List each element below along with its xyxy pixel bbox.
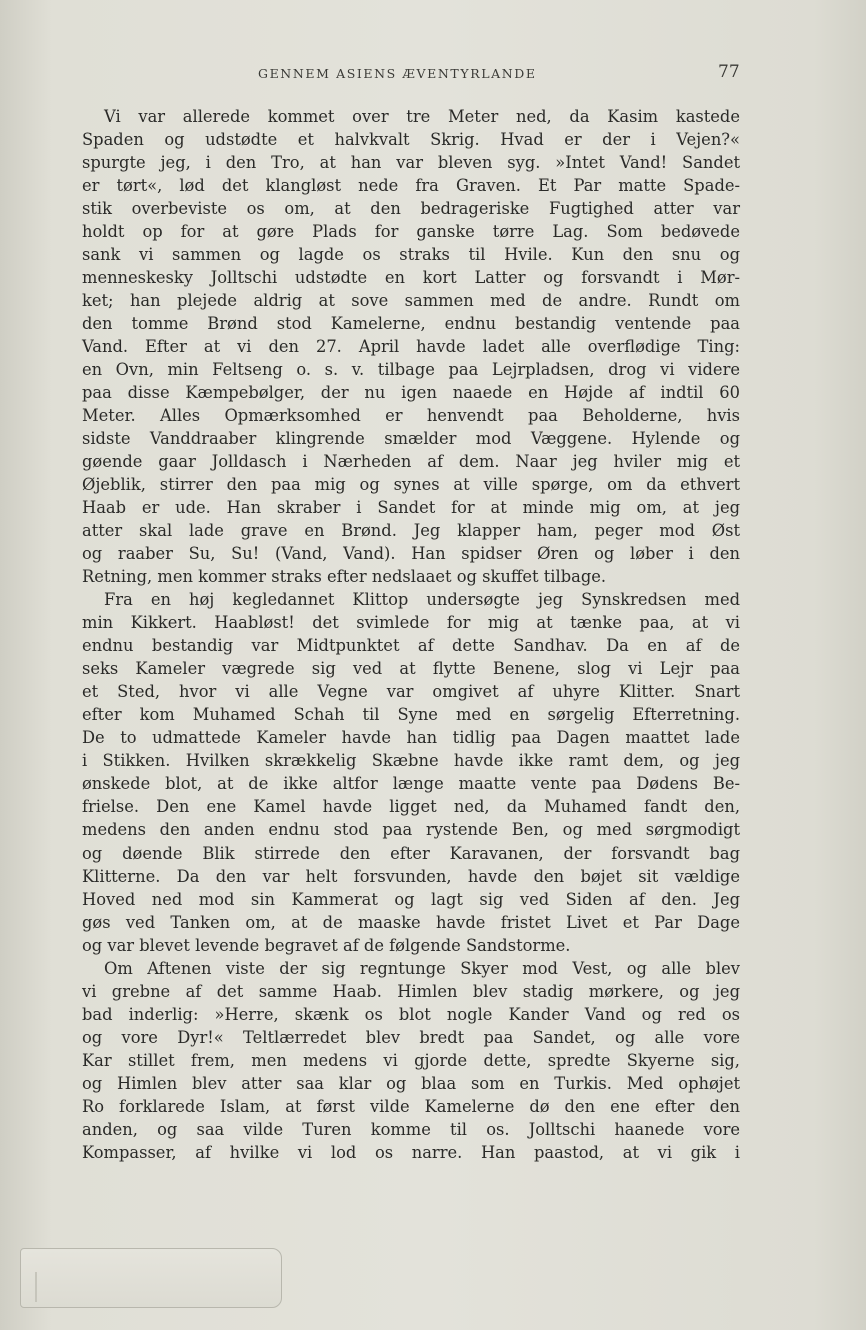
text-line: Kompasser, af hvilke vi lod os narre. Han paastod, at vi gik i — [82, 1142, 740, 1162]
text-line: seks Kameler vægrede sig ved at flytte Benene, slog vi Lejr paa — [82, 659, 740, 679]
text-line: et Sted, hvor vi alle Vegne var omgivet af uhyre Klitter. Snart — [82, 682, 740, 702]
text-line: De to udmattede Kameler havde han tidlig paa Dagen maattet lade — [82, 728, 740, 748]
text-line: Ro forklarede Islam, at først vilde Kamelerne dø den ene efter den — [82, 1096, 740, 1116]
running-header-title: GENNEM ASIENS ÆVENTYRLANDE — [258, 66, 537, 81]
text-line: Klitterne. Da den var helt forsvunden, havde den bøjet sit vældige — [82, 866, 740, 886]
text-line: i Stikken. Hvilken skrækkelig Skæbne havde ikke ramt dem, og jeg — [82, 751, 740, 771]
text-line: Vi var allerede kommet over tre Meter ned, da Kasim kastede — [104, 107, 740, 126]
text-line: ket; han plejede aldrig at sove sammen med de andre. Rundt om — [82, 291, 740, 311]
text-line: Kar stillet frem, men medens vi gjorde dette, spredte Skyerne sig, — [82, 1050, 740, 1070]
text-line: Vand. Efter at vi den 27. April havde ladet alle overflødige Ting: — [82, 337, 740, 357]
text-line: og vore Dyr!« Teltlærredet blev bredt paa Sandet, og alle vore — [82, 1027, 740, 1047]
text-line: og døende Blik stirrede den efter Karavanen, der forsvandt bag — [82, 843, 740, 863]
text-line: Spaden og udstødte et halvkvalt Skrig. Hvad er der i Vejen?« — [82, 130, 740, 150]
text-line: Meter. Alles Opmærksomhed er henvendt paa Beholderne, hvis — [82, 406, 740, 426]
text-line: og raaber Su, Su! (Vand, Vand). Han spidser Øren og løber i den — [82, 544, 740, 564]
text-line: spurgte jeg, i den Tro, at han var bleven syg. »Intet Vand! Sandet — [82, 153, 740, 173]
body-text — [82, 105, 740, 1164]
text-line: Om Aftenen viste der sig regntunge Skyer mod Vest, og alle blev — [104, 958, 740, 978]
text-line: vi grebne af det samme Haab. Himlen blev stadig mørkere, og jeg — [82, 981, 740, 1001]
text-line: den tomme Brønd stod Kamelerne, endnu bestandig ventende paa — [82, 314, 740, 334]
text-line: gøs ved Tanken om, at de maaske havde fristet Livet et Par Dage — [82, 912, 740, 932]
text-line: Retning, men kommer straks efter nedslaaet og skuffet tilbage. — [82, 567, 607, 587]
text-line: Haab er ude. Han skraber i Sandet for at minde mig om, at jeg — [82, 498, 740, 518]
text-line: Fra en høj kegledannet Klittop undersøgte jeg Synskredsen med — [104, 590, 740, 610]
text-line: bad inderlig: »Herre, skænk os blot nogle Kander Vand og red os — [82, 1004, 740, 1024]
text-line: efter kom Muhamed Schah til Syne med en sørgelig Efterretning. — [82, 705, 740, 725]
text-line: holdt op for at gøre Plads for ganske tørre Lag. Som bedøvede — [82, 222, 740, 242]
text-line: menneskesky Jolltschi udstødte en kort Latter og forsvandt i Mør- — [82, 268, 740, 288]
text-line: frielse. Den ene Kamel havde ligget ned, da Muhamed fandt den, — [82, 797, 740, 817]
text-line: gøende gaar Jolldasch i Nærheden af dem. Naar jeg hviler mig et — [82, 452, 740, 472]
text-line: en Ovn, min Feltseng o. s. v. tilbage paa Lejrpladsen, drog vi videre — [82, 360, 740, 380]
stamp-divider — [35, 1272, 37, 1302]
text-line: min Kikkert. Haabløst! det svimlede for mig at tænke paa, at vi — [82, 613, 740, 633]
text-line: ønskede blot, at de ikke altfor længe maatte vente paa Dødens Be- — [82, 774, 740, 794]
text-line: er tørt«, lød det klangløst nede fra Graven. Et Par matte Spade- — [82, 176, 740, 196]
library-stamp-mark — [20, 1248, 282, 1308]
text-line: endnu bestandig var Midtpunktet af dette Sandhav. Da en af de — [82, 636, 740, 656]
text-line: Hoved ned mod sin Kammerat og lagt sig ved Siden af den. Jeg — [82, 889, 740, 909]
page-number: 77 — [718, 62, 740, 82]
text-line: Øjeblik, stirrer den paa mig og synes at ville spørge, om da ethvert — [82, 475, 740, 495]
text-line: stik overbeviste os om, at den bedrageriske Fugtighed atter var — [82, 199, 740, 219]
text-line: atter skal lade grave en Brønd. Jeg klapper ham, peger mod Øst — [82, 521, 740, 541]
text-line: anden, og saa vilde Turen komme til os. Jolltschi haanede vore — [82, 1119, 740, 1139]
text-line: paa disse Kæmpebølger, der nu igen naaede en Højde af indtil 60 — [82, 383, 740, 403]
text-line: og var blevet levende begravet af de følgende Sandstorme. — [82, 935, 571, 955]
text-line: sidste Vanddraaber klingrende smælder mod Væggene. Hylende og — [82, 429, 740, 449]
text-line: sank vi sammen og lagde os straks til Hvile. Kun den snu og — [82, 245, 740, 265]
text-line: og Himlen blev atter saa klar og blaa som en Turkis. Med ophøjet — [82, 1073, 740, 1093]
text-line: medens den anden endnu stod paa rystende Ben, og med sørgmodigt — [82, 820, 740, 840]
